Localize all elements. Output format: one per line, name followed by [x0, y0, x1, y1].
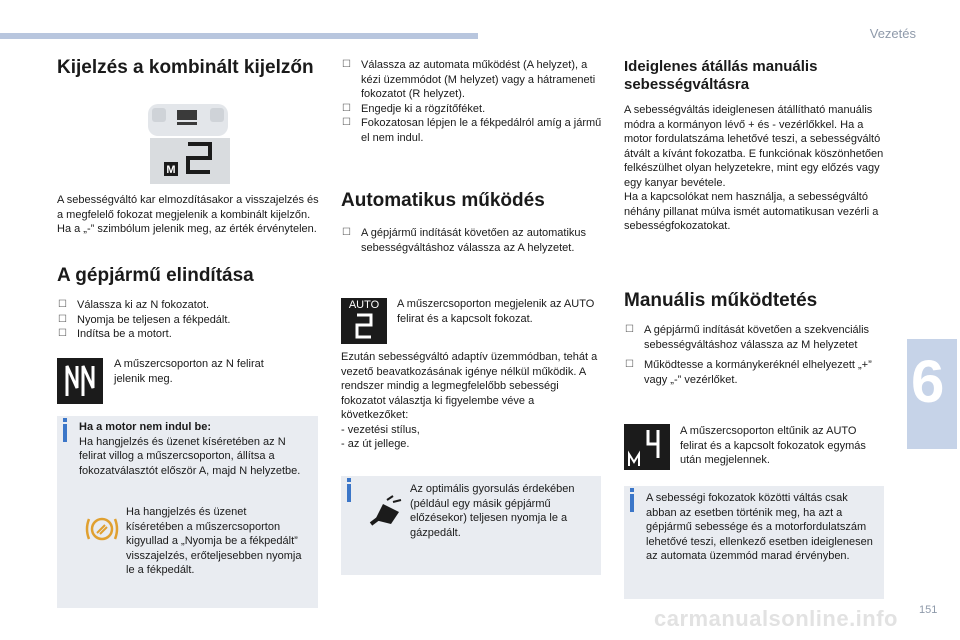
heading-temporary-manual: Ideiglenes átállás manuális sebességváltásra: [624, 58, 818, 93]
brake-pedal-icon: [85, 514, 119, 544]
heading-auto: Automatikus működés: [341, 190, 545, 211]
bullet-icon: ☐: [58, 313, 67, 325]
start-bullets: [57, 298, 319, 342]
list-item: [57, 298, 319, 313]
chapter-tab: [907, 339, 957, 449]
n-display-icon: [57, 358, 103, 404]
accelerator-pedal-icon: [369, 494, 405, 528]
list-item: [624, 358, 886, 387]
manual-caption: A műszercsoporton eltűnik az AUTO felirat és a kapcsolt fokozatok egymás után megjelennek.: [680, 425, 866, 466]
temporary-paragraph: [624, 103, 886, 234]
bullet-icon: ☐: [625, 324, 634, 335]
bullet-text: Működtesse a kormánykeréknél elhelyezett „+” vagy „-” vezérlőket.: [644, 359, 872, 386]
bullet-text: Engedje ki a rögzítőféket.: [361, 102, 486, 115]
chapter-number: 6: [911, 348, 945, 415]
temporary-text: A sebességváltás ideiglenesen átállítható manuális módra a kormányon lévő + és - vezérlőkkel. Ha a motor fordulatszáma lehetővé teszi, a sebességváltó átvált a kívánt fokozatba. E funkciónak köszönhetően felkészülhet olyan helyzetekre, mint egy előzés vagy egy kanyar bevétele.: [624, 104, 884, 189]
display-paragraph: [57, 193, 319, 237]
tip-text: Az optimális gyorsulás érdekében (például egy másik gépjármű előzésekor) teljesen nyomja le a gázpedált.: [410, 483, 575, 539]
heading-display: Kijelzés a kombinált kijelzőn: [57, 57, 314, 78]
list-item: [341, 102, 603, 117]
adaptive-text: Ezután sebességváltó adaptív üzemmódban, tehát a vezető beavatkozásának igénye nélkül működik. A rendszer mindig a legmegfelelőbb sebességi fokozatot választja ki figyelembe véve a következőket:: [341, 351, 598, 421]
bullet-text: Válassza ki az N fokozatot.: [77, 299, 210, 311]
bullet-text: Indítsa be a motort.: [77, 328, 172, 340]
brake-text: Ha hangjelzés és üzenet kíséretében a műszercsoporton kigyullad a „Nyomja be a fékpedált” visszajelzés, erőteljesebben nyomja le a fékpedált.: [126, 506, 302, 576]
manual-info-text: A sebességi fokozatok közötti váltás csak abban az esetben történik meg, ha azt a gépjármű sebessége és a motorfordulatszám lehetővé teszi, ellenkező esetben ideiglenesen az automata üzemmód marad érvényben.: [646, 492, 873, 562]
page-number: 151: [919, 604, 938, 616]
heading-start: A gépjármű elindítása: [57, 265, 254, 286]
watermark: carmanualsonline.info: [654, 606, 898, 631]
bullet-icon: ☐: [625, 359, 634, 370]
start-steps: [341, 58, 603, 145]
bullet-text: A gépjármű indítását követően a szekvenciális sebességváltáshoz válassza az M helyzetet: [644, 324, 870, 351]
bullet-text: Válassza az automata működést (A helyzet), a kézi üzemmódot (M helyzet) vagy a hátrameneti fokozatot (R helyzet).: [361, 59, 596, 100]
display-text: A sebességváltó kar elmozdításakor a visszajelzés és a megfelelő fokozat megjelenik a kombinált kijelzőn.: [57, 194, 319, 221]
heading-manual: Manuális működtetés: [624, 290, 818, 311]
auto-bullet: [341, 226, 603, 255]
bullet-icon: ☐: [342, 117, 351, 128]
list-item: [341, 226, 603, 255]
invalid-text: Ha a „-” szimbólum jelenik meg, az érték érvénytelen.: [57, 223, 317, 235]
bullet-icon: ☐: [58, 299, 67, 310]
bullet-text: A gépjármű indítását követően az automatikus sebességváltáshoz válassza az A helyzetet.: [361, 227, 587, 254]
list-item: [624, 323, 886, 352]
info-icon: [347, 484, 351, 502]
auto-label: AUTO: [348, 299, 380, 311]
tip-box: [341, 476, 601, 575]
bullet-icon: ☐: [342, 227, 351, 238]
list-item: [341, 58, 603, 102]
svg-text:M: M: [166, 164, 176, 176]
list-item: [57, 327, 319, 342]
temporary-text-2: Ha a kapcsolókat nem használja, a sebességváltó néhány pillanat múlva ismét automatikusan vezérli a sebességfokozatokat.: [624, 191, 879, 232]
adaptive-paragraph: [341, 350, 603, 452]
bullet-text: Nyomja be teljesen a fékpedált.: [77, 313, 231, 326]
auto-display-icon: [341, 298, 387, 344]
adaptive-item-style: - vezetési stílus,: [341, 423, 420, 436]
warning-title: Ha a motor nem indul be:: [79, 421, 212, 433]
bullet-icon: ☐: [58, 328, 67, 339]
info-icon: [63, 424, 67, 442]
section-title: Vezetés: [869, 26, 916, 41]
cluster-display-illustration: [144, 98, 232, 186]
adaptive-item-road: - az út jellege.: [341, 438, 410, 450]
auto-caption: A műszercsoporton megjelenik az AUTO felirat és a kapcsolt fokozat.: [397, 298, 595, 325]
engine-warning-box: [57, 416, 318, 608]
bullet-icon: ☐: [342, 102, 351, 114]
manual-info-box: [624, 486, 884, 599]
info-icon: [630, 494, 634, 512]
manual-display-icon: [624, 424, 670, 470]
warning-text: Ha hangjelzés és üzenet kíséretében az N felirat villog a műszercsoporton, állítsa a fokozatválasztót először A, majd N helyzetbe.: [79, 435, 301, 477]
manual-bullets: [624, 323, 886, 387]
list-item: [341, 116, 603, 145]
bullet-icon: ☐: [342, 59, 351, 70]
list-item: [57, 313, 319, 328]
header-bar: [0, 33, 478, 39]
bullet-text: Fokozatosan lépjen le a fékpedálról amíg a jármű el nem indul.: [361, 117, 602, 144]
n-caption: A műszercsoporton az N felirat jelenik meg.: [114, 358, 264, 385]
